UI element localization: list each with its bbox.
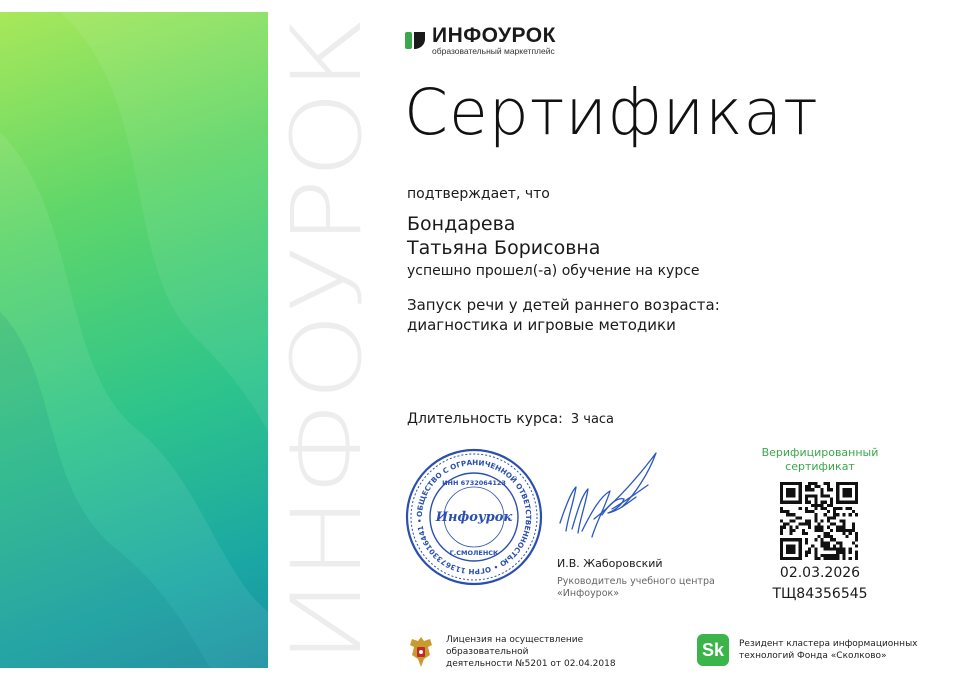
stamp-inn: ИНН 6732064123 xyxy=(442,479,506,487)
license-line2: деятельности №5201 от 02.04.2018 xyxy=(446,659,616,669)
signer-role-line2: «Инфоурок» xyxy=(557,588,620,599)
certificate-number: ТЩ84356545 xyxy=(772,586,868,602)
signer-role-line1: Руководитель учебного центра xyxy=(557,576,715,587)
duration-label: Длительность курса: xyxy=(407,411,563,427)
signer-role xyxy=(557,576,717,600)
course-title-line2: диагностика и игровые методики xyxy=(407,316,676,334)
vertical-watermark-text: ИНФОУРОК xyxy=(271,104,383,664)
resident-line1: Резидент кластера информационных xyxy=(739,639,918,649)
verified-line1: Верифицированный xyxy=(761,446,879,459)
state-emblem-icon xyxy=(406,635,436,669)
brand-tagline: образовательный маркетплейс xyxy=(432,46,555,56)
vertical-watermark xyxy=(271,12,383,668)
signer-name: И.В. Жаборовский xyxy=(557,557,663,570)
course-duration xyxy=(407,411,614,427)
completed-text: успешно прошел(-а) обучение на курсе xyxy=(407,263,700,279)
recipient-surname: Бондарева xyxy=(407,213,516,235)
skolkovo-info xyxy=(697,634,959,666)
verified-line2: сертификат xyxy=(785,460,855,473)
license-line1: Лицензия на осуществление образовательной xyxy=(446,635,584,657)
organization-stamp xyxy=(404,447,544,587)
stamp-ring-text: ОБЩЕСТВО С ОГРАНИЧЕННОЙ ОТВЕТСТВЕННОСТЬЮ • ОГРН 1136733016441 • xyxy=(414,457,534,577)
confirms-text: подтверждает, что xyxy=(407,186,550,202)
resident-line2: технологий Фонда «Сколково» xyxy=(739,651,887,661)
brand-logo xyxy=(404,25,556,56)
certificate-date: 02.03.2026 xyxy=(779,565,861,581)
stamp-center-text: Инфоурок xyxy=(435,510,513,525)
duration-value: 3 часа xyxy=(570,412,615,427)
course-title xyxy=(407,295,720,335)
decorative-gradient-band xyxy=(0,12,268,668)
verified-label xyxy=(752,446,888,474)
license-info xyxy=(406,634,666,670)
certificate-title: Сертификат xyxy=(404,76,819,149)
brand-logo-icon xyxy=(404,29,426,51)
handwritten-signature xyxy=(552,445,667,550)
gradient-waves xyxy=(0,12,268,668)
course-title-line1: Запуск речи у детей раннего возраста: xyxy=(407,296,720,314)
recipient-name xyxy=(407,212,600,260)
brand-name: ИНФОУРОК xyxy=(432,24,556,47)
skolkovo-logo-icon: Sk xyxy=(697,634,729,666)
stamp-city: Г.СМОЛЕНСК xyxy=(449,549,499,557)
verification-qr-code[interactable] xyxy=(780,482,858,560)
recipient-given-names: Татьяна Борисовна xyxy=(407,237,601,259)
